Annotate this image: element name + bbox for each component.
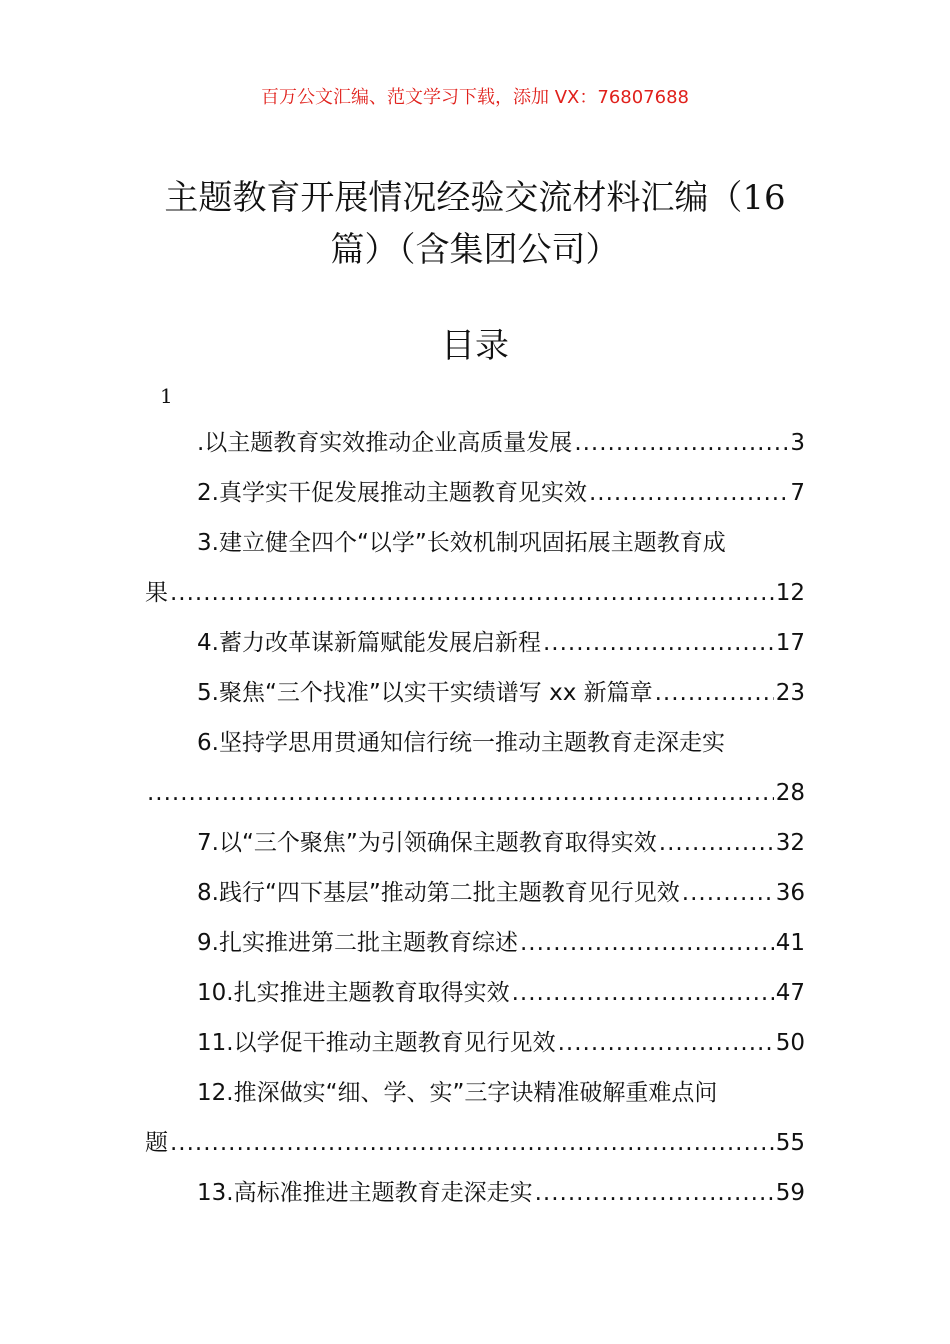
toc-entry-label-tail: 果 bbox=[145, 580, 168, 606]
toc-entry[interactable] bbox=[145, 968, 805, 1018]
toc-dot-leader bbox=[543, 618, 774, 668]
toc-dot-leader bbox=[558, 1018, 774, 1068]
toc-entry-page: 7 bbox=[790, 480, 805, 506]
title-text-part1: 主题教育开展情况经验交流材料汇编（ bbox=[164, 178, 743, 218]
toc-start-number: 1 bbox=[160, 384, 173, 408]
document-title bbox=[140, 172, 810, 276]
toc-entry-page: 3 bbox=[790, 430, 805, 456]
toc-entry[interactable] bbox=[145, 918, 805, 968]
toc-entry-page: 36 bbox=[775, 880, 805, 906]
toc-heading: 目录 bbox=[441, 326, 509, 366]
toc-dot-leader bbox=[520, 918, 774, 968]
table-of-contents bbox=[145, 418, 805, 1218]
toc-entry[interactable] bbox=[145, 818, 805, 868]
toc-entry-label: 13.高标准推进主题教育走深走实 bbox=[197, 1180, 533, 1206]
toc-entry-label: 9.扎实推进第二批主题教育综述 bbox=[197, 930, 518, 956]
toc-dot-leader bbox=[170, 1118, 774, 1168]
title-count: 16 bbox=[742, 178, 786, 218]
toc-dot-leader bbox=[659, 818, 774, 868]
toc-dot-leader bbox=[170, 568, 774, 618]
toc-dot-leader bbox=[535, 1168, 774, 1218]
toc-entry-label: 11.以学促干推动主题教育见行见效 bbox=[197, 1030, 556, 1056]
toc-entry-page: 50 bbox=[775, 1030, 805, 1056]
toc-dot-leader bbox=[574, 418, 788, 468]
toc-dot-leader bbox=[682, 868, 774, 918]
toc-entry-continuation bbox=[145, 768, 805, 818]
toc-entry-page: 32 bbox=[775, 830, 805, 856]
toc-dot-leader bbox=[655, 668, 774, 718]
toc-dot-leader bbox=[147, 768, 774, 818]
toc-entry[interactable] bbox=[145, 718, 805, 818]
toc-entry-continuation bbox=[145, 1118, 805, 1168]
toc-entry[interactable] bbox=[145, 618, 805, 668]
toc-entry-page: 41 bbox=[775, 930, 805, 956]
toc-entry-label: 3.建立健全四个“以学”长效机制巩固拓展主题教育成 bbox=[197, 530, 726, 556]
toc-entry[interactable] bbox=[145, 868, 805, 918]
toc-entry-page: 23 bbox=[775, 680, 805, 706]
toc-entry-page: 17 bbox=[775, 630, 805, 656]
toc-entry[interactable] bbox=[145, 668, 805, 718]
toc-entry-continuation bbox=[145, 568, 805, 618]
toc-entry[interactable] bbox=[145, 1068, 805, 1168]
title-text-part2: 篇）（含集团公司） bbox=[330, 230, 620, 270]
toc-entry[interactable] bbox=[145, 1018, 805, 1068]
header-banner: 百万公文汇编、范文学习下载，添加 VX：76807688 bbox=[261, 87, 689, 108]
toc-entry[interactable] bbox=[145, 518, 805, 618]
toc-entry-page: 47 bbox=[775, 980, 805, 1006]
toc-entry-label: 6.坚持学思用贯通知信行统一推动主题教育走深走实 bbox=[197, 730, 725, 756]
toc-entry-label: .以主题教育实效推动企业高质量发展 bbox=[197, 430, 573, 456]
toc-entry-page: 59 bbox=[775, 1180, 805, 1206]
toc-entry-page: 28 bbox=[775, 780, 805, 806]
toc-entry-label: 10.扎实推进主题教育取得实效 bbox=[197, 980, 510, 1006]
toc-dot-leader bbox=[589, 468, 788, 518]
toc-entry-page: 12 bbox=[775, 580, 805, 606]
toc-entry-label: 12.推深做实“细、学、实”三字诀精准破解重难点问 bbox=[197, 1080, 718, 1106]
toc-entry[interactable] bbox=[145, 1168, 805, 1218]
toc-entry-label: 8.践行“四下基层”推动第二批主题教育见行见效 bbox=[197, 880, 680, 906]
toc-entry-label: 2.真学实干促发展推动主题教育见实效 bbox=[197, 480, 587, 506]
toc-entry-page: 55 bbox=[775, 1130, 805, 1156]
toc-entry-label: 7.以“三个聚焦”为引领确保主题教育取得实效 bbox=[197, 830, 657, 856]
toc-entry-label: 4.蓄力改革谋新篇赋能发展启新程 bbox=[197, 630, 541, 656]
toc-entry[interactable] bbox=[145, 468, 805, 518]
toc-entry[interactable] bbox=[145, 418, 805, 468]
toc-entry-label: 5.聚焦“三个找准”以实干实绩谱写 xx 新篇章 bbox=[197, 680, 653, 706]
toc-entry-label-tail: 题 bbox=[145, 1130, 168, 1156]
toc-dot-leader bbox=[512, 968, 774, 1018]
